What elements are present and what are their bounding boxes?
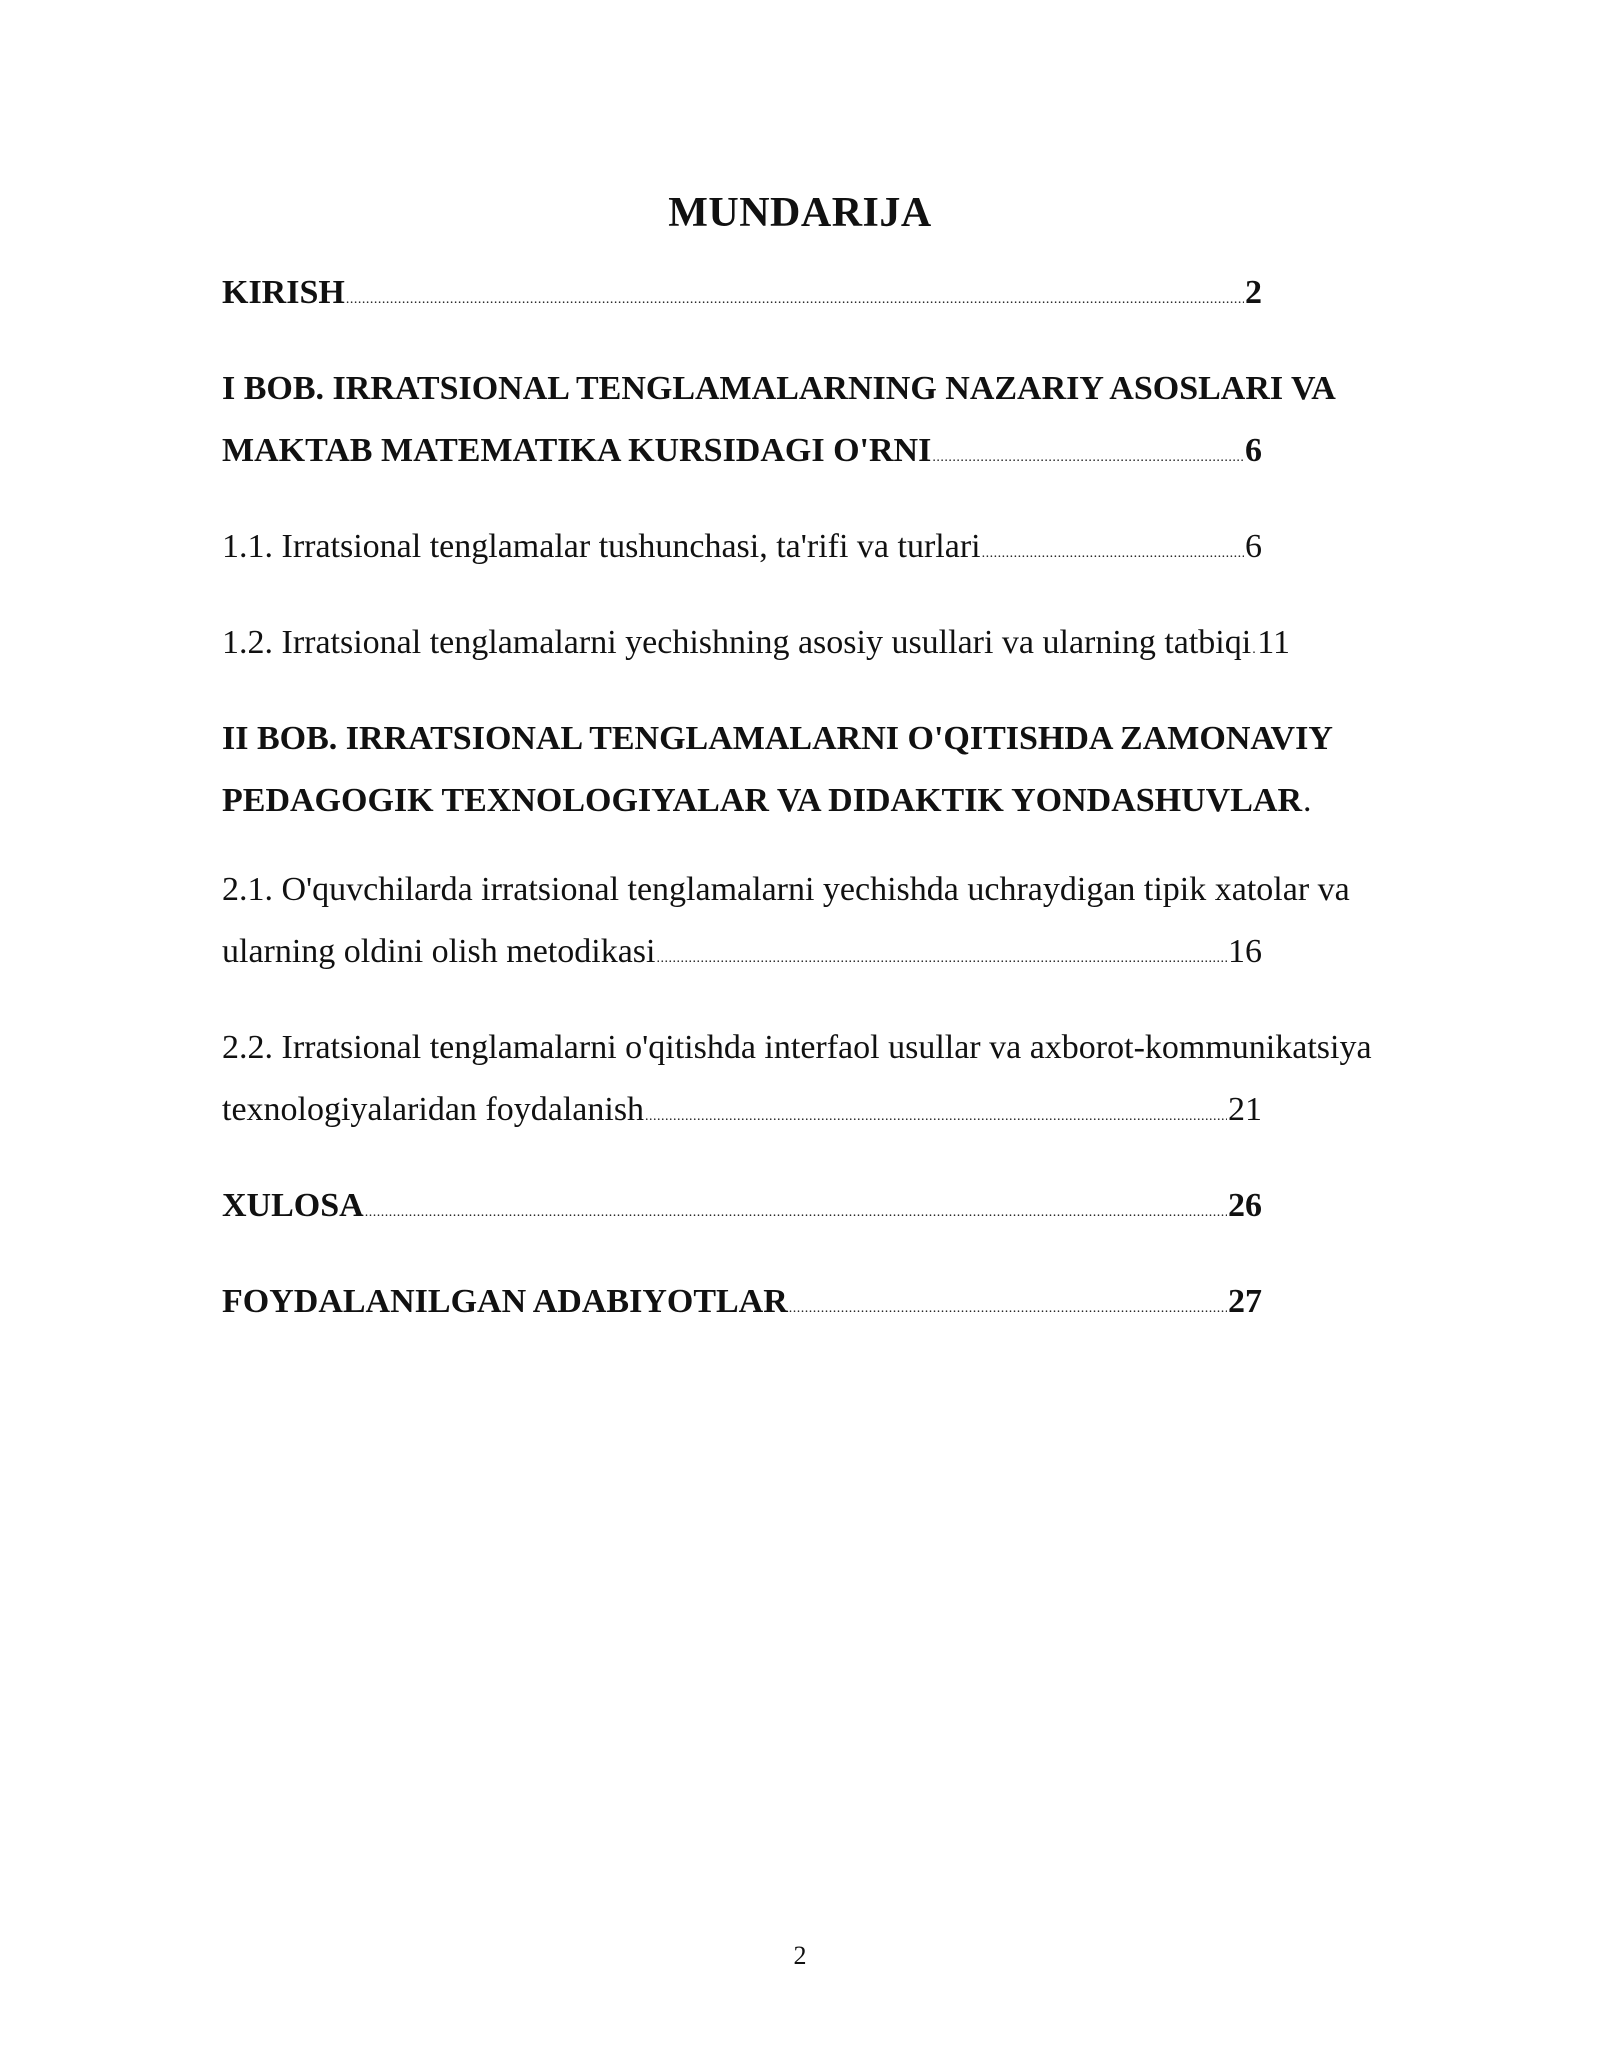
toc-entry-chapter-1[interactable] [222,358,1440,489]
toc-entry-adabiyotlar[interactable] [222,1271,1440,1340]
toc-entry-chapter-2[interactable] [222,708,1440,832]
dot-leader [1303,770,1312,832]
toc-entry-title: KIRISH [222,274,345,311]
page-number: 2 [793,1941,807,1970]
dot-leader [789,1278,1227,1340]
toc-entry-page: 6 [1245,528,1262,565]
toc-entry-title-line-2: PEDAGOGIK TEXNOLOGIYALAR VA DIDAKTIK YONDASHUVLAR [222,782,1303,819]
toc-title: MUNDARIJA [668,190,932,236]
toc-entry-title-line-1: 2.2. Irratsional tenglamalarni o'qitishda interfaol usullar va axborot-kommunikatsiya [222,1029,1372,1066]
dot-leader [346,269,1244,331]
toc-entry-page: 16 [1228,933,1262,970]
toc-entry-title-line-2: MAKTAB MATEMATIKA KURSIDAGI O'RNI [222,432,932,469]
dot-leader [1252,619,1256,681]
toc-entry-page: 11 [1257,624,1290,661]
toc-entry-title-line-1: 2.1. O'quvchilarda irratsional tenglamalarni yechishda uchraydigan tipik xatolar va [222,871,1350,908]
table-of-contents [222,262,1440,1367]
toc-entry-page: 2 [1245,274,1262,311]
toc-entry-title-line-2: ularning oldini olish metodikasi [222,933,656,970]
toc-entry-section-2-2[interactable] [222,1017,1440,1148]
toc-entry-title-line-1: I BOB. IRRATSIONAL TENGLAMALARNING NAZARIY ASOSLARI VA [222,370,1336,407]
dot-leader [982,523,1244,585]
toc-entry-section-2-1[interactable] [222,859,1440,990]
dot-leader [932,427,1244,489]
toc-entry-title-line-1: II BOB. IRRATSIONAL TENGLAMALARNI O'QITISHDA ZAMONAVIY [222,720,1333,757]
toc-entry-title: FOYDALANILGAN ADABIYOTLAR [222,1283,788,1320]
dot-leader [645,1086,1227,1148]
toc-entry-section-1-1[interactable] [222,516,1440,585]
toc-entry-page: 21 [1228,1091,1262,1128]
toc-entry-title: 1.1. Irratsional tenglamalar tushunchasi, ta'rifi va turlari [222,528,981,565]
dot-leader [365,1182,1227,1244]
dot-leader [656,928,1227,990]
toc-entry-title: 1.2. Irratsional tenglamalarni yechishning asosiy usullari va ularning tatbiqi [222,624,1252,661]
toc-entry-section-1-2[interactable] [222,612,1440,681]
toc-entry-title-line-2: texnologiyalaridan foydalanish [222,1091,645,1128]
toc-entry-page: 27 [1228,1283,1262,1320]
toc-entry-xulosa[interactable] [222,1175,1440,1244]
toc-entry-page: 6 [1245,432,1262,469]
toc-entry-title: XULOSA [222,1187,364,1224]
toc-entry-kirish[interactable] [222,262,1440,331]
toc-entry-page: 26 [1228,1187,1262,1224]
